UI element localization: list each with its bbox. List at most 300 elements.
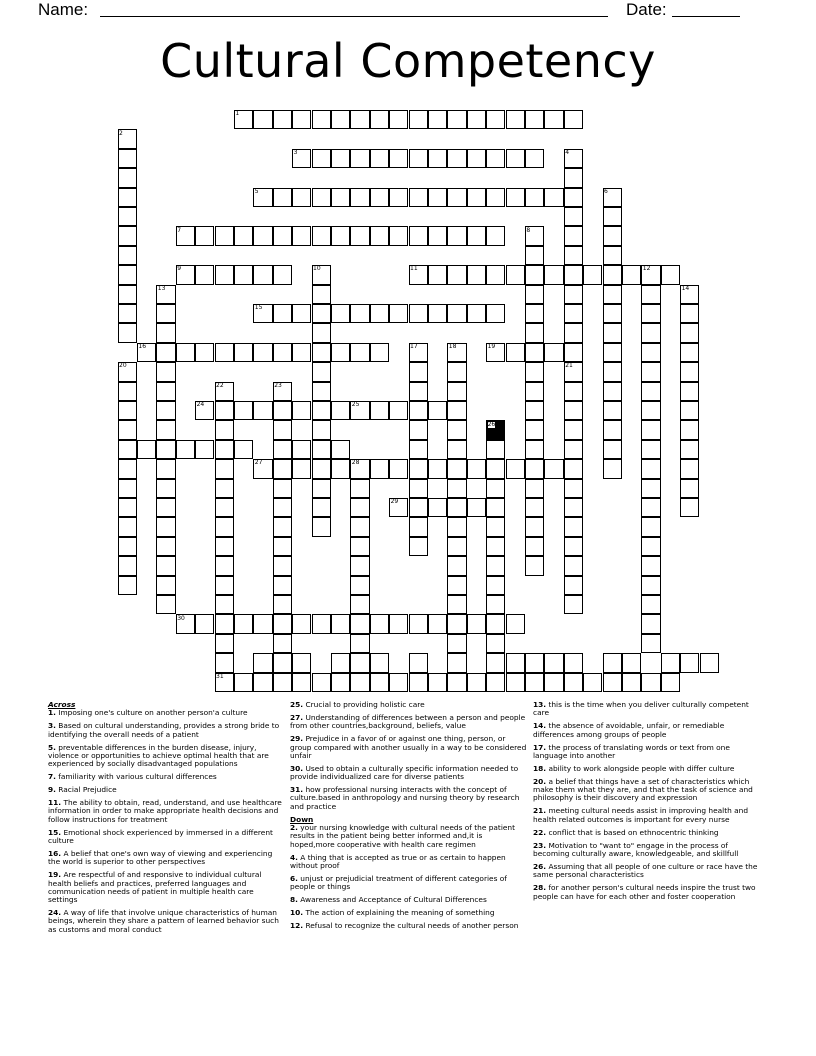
grid-cell[interactable]: [467, 188, 486, 207]
grid-cell[interactable]: [564, 207, 583, 226]
grid-cell[interactable]: [525, 285, 544, 304]
grid-cell[interactable]: [215, 595, 234, 614]
grid-cell[interactable]: [409, 188, 428, 207]
grid-cell[interactable]: [564, 226, 583, 245]
grid-cell[interactable]: [486, 459, 505, 478]
grid-cell[interactable]: [409, 459, 428, 478]
grid-cell[interactable]: [409, 537, 428, 556]
grid-cell[interactable]: [389, 459, 408, 478]
grid-cell[interactable]: [350, 479, 369, 498]
grid-cell[interactable]: [273, 440, 292, 459]
grid-cell[interactable]: [564, 323, 583, 342]
grid-cell[interactable]: [564, 304, 583, 323]
grid-cell[interactable]: [564, 537, 583, 556]
grid-cell[interactable]: [273, 265, 292, 284]
grid-cell[interactable]: [467, 304, 486, 323]
grid-cell[interactable]: [156, 440, 175, 459]
grid-cell[interactable]: [525, 556, 544, 575]
grid-cell[interactable]: [680, 343, 699, 362]
grid-cell[interactable]: [428, 673, 447, 692]
grid-cell[interactable]: [700, 653, 719, 672]
grid-cell[interactable]: [603, 382, 622, 401]
grid-cell[interactable]: [409, 362, 428, 381]
grid-cell[interactable]: [486, 556, 505, 575]
grid-cell[interactable]: [215, 556, 234, 575]
grid-cell[interactable]: [312, 420, 331, 439]
grid-cell[interactable]: [564, 343, 583, 362]
grid-cell[interactable]: [486, 304, 505, 323]
grid-cell[interactable]: [312, 304, 331, 323]
grid-cell[interactable]: [331, 226, 350, 245]
grid-cell[interactable]: [467, 149, 486, 168]
grid-cell[interactable]: [486, 188, 505, 207]
grid-cell[interactable]: [641, 517, 660, 536]
grid-cell[interactable]: [486, 537, 505, 556]
grid-cell[interactable]: [253, 226, 272, 245]
grid-cell[interactable]: [156, 343, 175, 362]
grid-cell[interactable]: [118, 207, 137, 226]
grid-cell[interactable]: [273, 304, 292, 323]
grid-cell[interactable]: [118, 479, 137, 498]
grid-cell[interactable]: [331, 440, 350, 459]
grid-cell[interactable]: [156, 517, 175, 536]
grid-cell[interactable]: [370, 343, 389, 362]
grid-cell[interactable]: [506, 653, 525, 672]
grid-cell[interactable]: [447, 401, 466, 420]
grid-cell[interactable]: [544, 459, 563, 478]
grid-cell[interactable]: [292, 401, 311, 420]
grid-cell[interactable]: [428, 304, 447, 323]
grid-cell[interactable]: [331, 459, 350, 478]
grid-cell[interactable]: [215, 498, 234, 517]
grid-cell[interactable]: [428, 149, 447, 168]
grid-cell[interactable]: [525, 459, 544, 478]
grid-cell[interactable]: [156, 498, 175, 517]
grid-cell[interactable]: [215, 653, 234, 672]
grid-cell[interactable]: [273, 634, 292, 653]
grid-cell[interactable]: [486, 576, 505, 595]
grid-cell[interactable]: [370, 149, 389, 168]
grid-cell[interactable]: [641, 382, 660, 401]
grid-cell[interactable]: [118, 149, 137, 168]
grid-cell[interactable]: [118, 498, 137, 517]
grid-cell[interactable]: [506, 343, 525, 362]
grid-cell[interactable]: [467, 459, 486, 478]
grid-cell[interactable]: [350, 343, 369, 362]
grid-cell[interactable]: [525, 323, 544, 342]
grid-cell[interactable]: [156, 595, 175, 614]
grid-cell[interactable]: [486, 517, 505, 536]
grid-cell[interactable]: [215, 614, 234, 633]
grid-cell[interactable]: [331, 653, 350, 672]
grid-cell[interactable]: [486, 498, 505, 517]
grid-cell[interactable]: [118, 285, 137, 304]
grid-cell[interactable]: [312, 149, 331, 168]
grid-cell[interactable]: [253, 673, 272, 692]
grid-cell[interactable]: [564, 110, 583, 129]
grid-cell[interactable]: [467, 498, 486, 517]
grid-cell[interactable]: [447, 556, 466, 575]
grid-cell[interactable]: [370, 614, 389, 633]
grid-cell[interactable]: [273, 614, 292, 633]
grid-cell[interactable]: [564, 188, 583, 207]
grid-cell[interactable]: [389, 304, 408, 323]
grid-cell[interactable]: [253, 614, 272, 633]
grid-cell[interactable]: [312, 188, 331, 207]
grid-cell[interactable]: [641, 285, 660, 304]
grid-cell[interactable]: [506, 149, 525, 168]
grid-cell[interactable]: [544, 673, 563, 692]
grid-cell[interactable]: [544, 110, 563, 129]
grid-cell[interactable]: [680, 420, 699, 439]
grid-cell[interactable]: [447, 226, 466, 245]
grid-cell[interactable]: [118, 576, 137, 595]
grid-cell[interactable]: [447, 265, 466, 284]
grid-cell[interactable]: [603, 207, 622, 226]
grid-cell[interactable]: [564, 479, 583, 498]
grid-cell[interactable]: [506, 265, 525, 284]
grid-cell[interactable]: [195, 343, 214, 362]
grid-cell[interactable]: [312, 673, 331, 692]
grid-cell[interactable]: [486, 440, 505, 459]
grid-cell[interactable]: [331, 673, 350, 692]
grid-cell[interactable]: [370, 459, 389, 478]
grid-cell[interactable]: [389, 110, 408, 129]
grid-cell[interactable]: [292, 653, 311, 672]
grid-cell[interactable]: [525, 420, 544, 439]
grid-cell[interactable]: [215, 479, 234, 498]
grid-cell[interactable]: [641, 362, 660, 381]
grid-cell[interactable]: [409, 420, 428, 439]
grid-cell[interactable]: [273, 576, 292, 595]
grid-cell[interactable]: [234, 343, 253, 362]
grid-cell[interactable]: [389, 149, 408, 168]
grid-cell[interactable]: [118, 420, 137, 439]
grid-cell[interactable]: [506, 110, 525, 129]
grid-cell[interactable]: [312, 110, 331, 129]
grid-cell[interactable]: [156, 304, 175, 323]
grid-cell[interactable]: [680, 382, 699, 401]
grid-cell[interactable]: [447, 382, 466, 401]
grid-cell[interactable]: [234, 614, 253, 633]
grid-cell[interactable]: [641, 343, 660, 362]
grid-cell[interactable]: [331, 401, 350, 420]
grid-cell[interactable]: [409, 226, 428, 245]
grid-cell[interactable]: [641, 420, 660, 439]
grid-cell[interactable]: [447, 479, 466, 498]
grid-cell[interactable]: [428, 401, 447, 420]
grid-cell[interactable]: [195, 440, 214, 459]
grid-cell[interactable]: [215, 226, 234, 245]
grid-cell[interactable]: [506, 614, 525, 633]
grid-cell[interactable]: [350, 517, 369, 536]
grid-cell[interactable]: [312, 479, 331, 498]
grid-cell[interactable]: [486, 673, 505, 692]
grid-cell[interactable]: [350, 110, 369, 129]
grid-cell[interactable]: [603, 246, 622, 265]
grid-cell[interactable]: [447, 614, 466, 633]
grid-cell[interactable]: [292, 673, 311, 692]
grid-cell[interactable]: [564, 420, 583, 439]
grid-cell[interactable]: [641, 304, 660, 323]
grid-cell[interactable]: [486, 634, 505, 653]
grid-cell[interactable]: [622, 653, 641, 672]
grid-cell[interactable]: [215, 517, 234, 536]
grid-cell[interactable]: [603, 362, 622, 381]
grid-cell[interactable]: [447, 517, 466, 536]
grid-cell[interactable]: [525, 537, 544, 556]
grid-cell[interactable]: [312, 226, 331, 245]
grid-cell[interactable]: [603, 459, 622, 478]
grid-cell[interactable]: [603, 673, 622, 692]
grid-cell[interactable]: [118, 459, 137, 478]
grid-cell[interactable]: [409, 110, 428, 129]
grid-cell[interactable]: [447, 304, 466, 323]
grid-cell[interactable]: [215, 265, 234, 284]
grid-cell[interactable]: [215, 401, 234, 420]
grid-cell[interactable]: [215, 459, 234, 478]
grid-cell[interactable]: [603, 420, 622, 439]
grid-cell[interactable]: [118, 188, 137, 207]
grid-cell[interactable]: [506, 459, 525, 478]
grid-cell[interactable]: [253, 110, 272, 129]
grid-cell[interactable]: [273, 226, 292, 245]
grid-cell[interactable]: [525, 517, 544, 536]
grid-cell[interactable]: [312, 285, 331, 304]
grid-cell[interactable]: [603, 653, 622, 672]
grid-cell[interactable]: [486, 265, 505, 284]
grid-cell[interactable]: [486, 149, 505, 168]
grid-cell[interactable]: [409, 440, 428, 459]
grid-cell[interactable]: [661, 673, 680, 692]
grid-cell[interactable]: [525, 479, 544, 498]
grid-cell[interactable]: [409, 498, 428, 517]
grid-cell[interactable]: [273, 188, 292, 207]
grid-cell[interactable]: [118, 246, 137, 265]
grid-cell[interactable]: [467, 265, 486, 284]
grid-cell[interactable]: [370, 304, 389, 323]
grid-cell[interactable]: [428, 614, 447, 633]
grid-cell[interactable]: [409, 517, 428, 536]
grid-cell[interactable]: [603, 323, 622, 342]
grid-cell[interactable]: [273, 498, 292, 517]
grid-cell[interactable]: [292, 440, 311, 459]
grid-cell[interactable]: [661, 653, 680, 672]
grid-cell[interactable]: [312, 362, 331, 381]
grid-cell[interactable]: [409, 614, 428, 633]
grid-cell[interactable]: [292, 343, 311, 362]
grid-cell[interactable]: [486, 110, 505, 129]
grid-cell[interactable]: [641, 323, 660, 342]
grid-cell[interactable]: [525, 304, 544, 323]
grid-cell[interactable]: [525, 265, 544, 284]
grid-cell[interactable]: [506, 188, 525, 207]
grid-cell[interactable]: [525, 401, 544, 420]
grid-cell[interactable]: [118, 382, 137, 401]
grid-cell[interactable]: [447, 110, 466, 129]
grid-cell[interactable]: [564, 285, 583, 304]
grid-cell[interactable]: [273, 595, 292, 614]
grid-cell[interactable]: [118, 323, 137, 342]
grid-cell[interactable]: [603, 226, 622, 245]
grid-cell[interactable]: [350, 653, 369, 672]
grid-cell[interactable]: [641, 440, 660, 459]
grid-cell[interactable]: [564, 382, 583, 401]
grid-cell[interactable]: [370, 653, 389, 672]
grid-cell[interactable]: [486, 226, 505, 245]
grid-cell[interactable]: [525, 110, 544, 129]
grid-cell[interactable]: [447, 440, 466, 459]
grid-cell[interactable]: [350, 537, 369, 556]
grid-cell[interactable]: [641, 537, 660, 556]
grid-cell[interactable]: [312, 440, 331, 459]
grid-cell[interactable]: [176, 343, 195, 362]
grid-cell[interactable]: [350, 188, 369, 207]
grid-cell[interactable]: [156, 420, 175, 439]
grid-cell[interactable]: [350, 149, 369, 168]
grid-cell[interactable]: [447, 188, 466, 207]
grid-cell[interactable]: [447, 673, 466, 692]
grid-cell[interactable]: [156, 401, 175, 420]
grid-cell[interactable]: [253, 343, 272, 362]
grid-cell[interactable]: [312, 382, 331, 401]
grid-cell[interactable]: [525, 382, 544, 401]
grid-cell[interactable]: [447, 459, 466, 478]
grid-cell[interactable]: [603, 265, 622, 284]
grid-cell[interactable]: [350, 556, 369, 575]
grid-cell[interactable]: [641, 459, 660, 478]
grid-cell[interactable]: [273, 343, 292, 362]
grid-cell[interactable]: [273, 653, 292, 672]
grid-cell[interactable]: [273, 459, 292, 478]
grid-cell[interactable]: [118, 304, 137, 323]
grid-cell[interactable]: [350, 226, 369, 245]
grid-cell[interactable]: [641, 634, 660, 653]
grid-cell[interactable]: [428, 226, 447, 245]
grid-cell[interactable]: [350, 595, 369, 614]
grid-cell[interactable]: [564, 556, 583, 575]
grid-cell[interactable]: [176, 440, 195, 459]
grid-cell[interactable]: [525, 343, 544, 362]
grid-cell[interactable]: [273, 479, 292, 498]
grid-cell[interactable]: [389, 188, 408, 207]
grid-cell[interactable]: [273, 556, 292, 575]
grid-cell[interactable]: [215, 634, 234, 653]
grid-cell[interactable]: [428, 459, 447, 478]
grid-cell[interactable]: [447, 576, 466, 595]
grid-cell[interactable]: [680, 498, 699, 517]
grid-cell[interactable]: [292, 459, 311, 478]
grid-cell[interactable]: [350, 576, 369, 595]
grid-cell[interactable]: [331, 304, 350, 323]
grid-cell[interactable]: [389, 614, 408, 633]
grid-cell[interactable]: [486, 653, 505, 672]
grid-cell[interactable]: [409, 673, 428, 692]
grid-cell[interactable]: [680, 440, 699, 459]
grid-cell[interactable]: [253, 265, 272, 284]
grid-cell[interactable]: [292, 110, 311, 129]
grid-cell[interactable]: [215, 420, 234, 439]
grid-cell[interactable]: [641, 673, 660, 692]
grid-cell[interactable]: [525, 440, 544, 459]
grid-cell[interactable]: [564, 401, 583, 420]
grid-cell[interactable]: [486, 614, 505, 633]
grid-cell[interactable]: [564, 653, 583, 672]
grid-cell[interactable]: [118, 401, 137, 420]
grid-cell[interactable]: [156, 323, 175, 342]
grid-cell[interactable]: [525, 246, 544, 265]
grid-cell[interactable]: [525, 498, 544, 517]
grid-cell[interactable]: [603, 285, 622, 304]
grid-cell[interactable]: [292, 614, 311, 633]
grid-cell[interactable]: [564, 440, 583, 459]
grid-cell[interactable]: [467, 673, 486, 692]
grid-cell[interactable]: [447, 149, 466, 168]
grid-cell[interactable]: [641, 614, 660, 633]
grid-cell[interactable]: [564, 265, 583, 284]
grid-cell[interactable]: [564, 459, 583, 478]
grid-cell[interactable]: [544, 188, 563, 207]
grid-cell[interactable]: [331, 149, 350, 168]
grid-cell[interactable]: [273, 673, 292, 692]
grid-cell[interactable]: [622, 673, 641, 692]
grid-cell[interactable]: [428, 265, 447, 284]
grid-cell[interactable]: [273, 401, 292, 420]
grid-cell[interactable]: [428, 110, 447, 129]
grid-cell[interactable]: [622, 265, 641, 284]
grid-cell[interactable]: [583, 673, 602, 692]
grid-cell[interactable]: [273, 110, 292, 129]
grid-cell[interactable]: [564, 517, 583, 536]
grid-cell[interactable]: [331, 343, 350, 362]
grid-cell[interactable]: [292, 226, 311, 245]
grid-cell[interactable]: [641, 498, 660, 517]
grid-cell[interactable]: [680, 459, 699, 478]
grid-cell[interactable]: [661, 265, 680, 284]
grid-cell[interactable]: [564, 498, 583, 517]
grid-cell[interactable]: [447, 498, 466, 517]
grid-cell[interactable]: [312, 401, 331, 420]
grid-cell[interactable]: [486, 595, 505, 614]
grid-cell[interactable]: [312, 498, 331, 517]
grid-cell[interactable]: [195, 614, 214, 633]
grid-cell[interactable]: [603, 440, 622, 459]
grid-cell[interactable]: [312, 323, 331, 342]
grid-cell[interactable]: [215, 440, 234, 459]
grid-cell[interactable]: [253, 653, 272, 672]
grid-cell[interactable]: [641, 576, 660, 595]
grid-cell[interactable]: [156, 537, 175, 556]
grid-cell[interactable]: [409, 304, 428, 323]
grid-cell[interactable]: [525, 653, 544, 672]
grid-cell[interactable]: [447, 537, 466, 556]
grid-cell[interactable]: [292, 304, 311, 323]
grid-cell[interactable]: [118, 265, 137, 284]
grid-cell[interactable]: [389, 673, 408, 692]
grid-cell[interactable]: [156, 382, 175, 401]
grid-cell[interactable]: [447, 420, 466, 439]
grid-cell[interactable]: [156, 479, 175, 498]
grid-cell[interactable]: [506, 673, 525, 692]
grid-cell[interactable]: [234, 265, 253, 284]
grid-cell[interactable]: [234, 673, 253, 692]
grid-cell[interactable]: [467, 614, 486, 633]
grid-cell[interactable]: [370, 673, 389, 692]
grid-cell[interactable]: [680, 304, 699, 323]
grid-cell[interactable]: [118, 556, 137, 575]
grid-cell[interactable]: [641, 595, 660, 614]
grid-cell[interactable]: [273, 517, 292, 536]
